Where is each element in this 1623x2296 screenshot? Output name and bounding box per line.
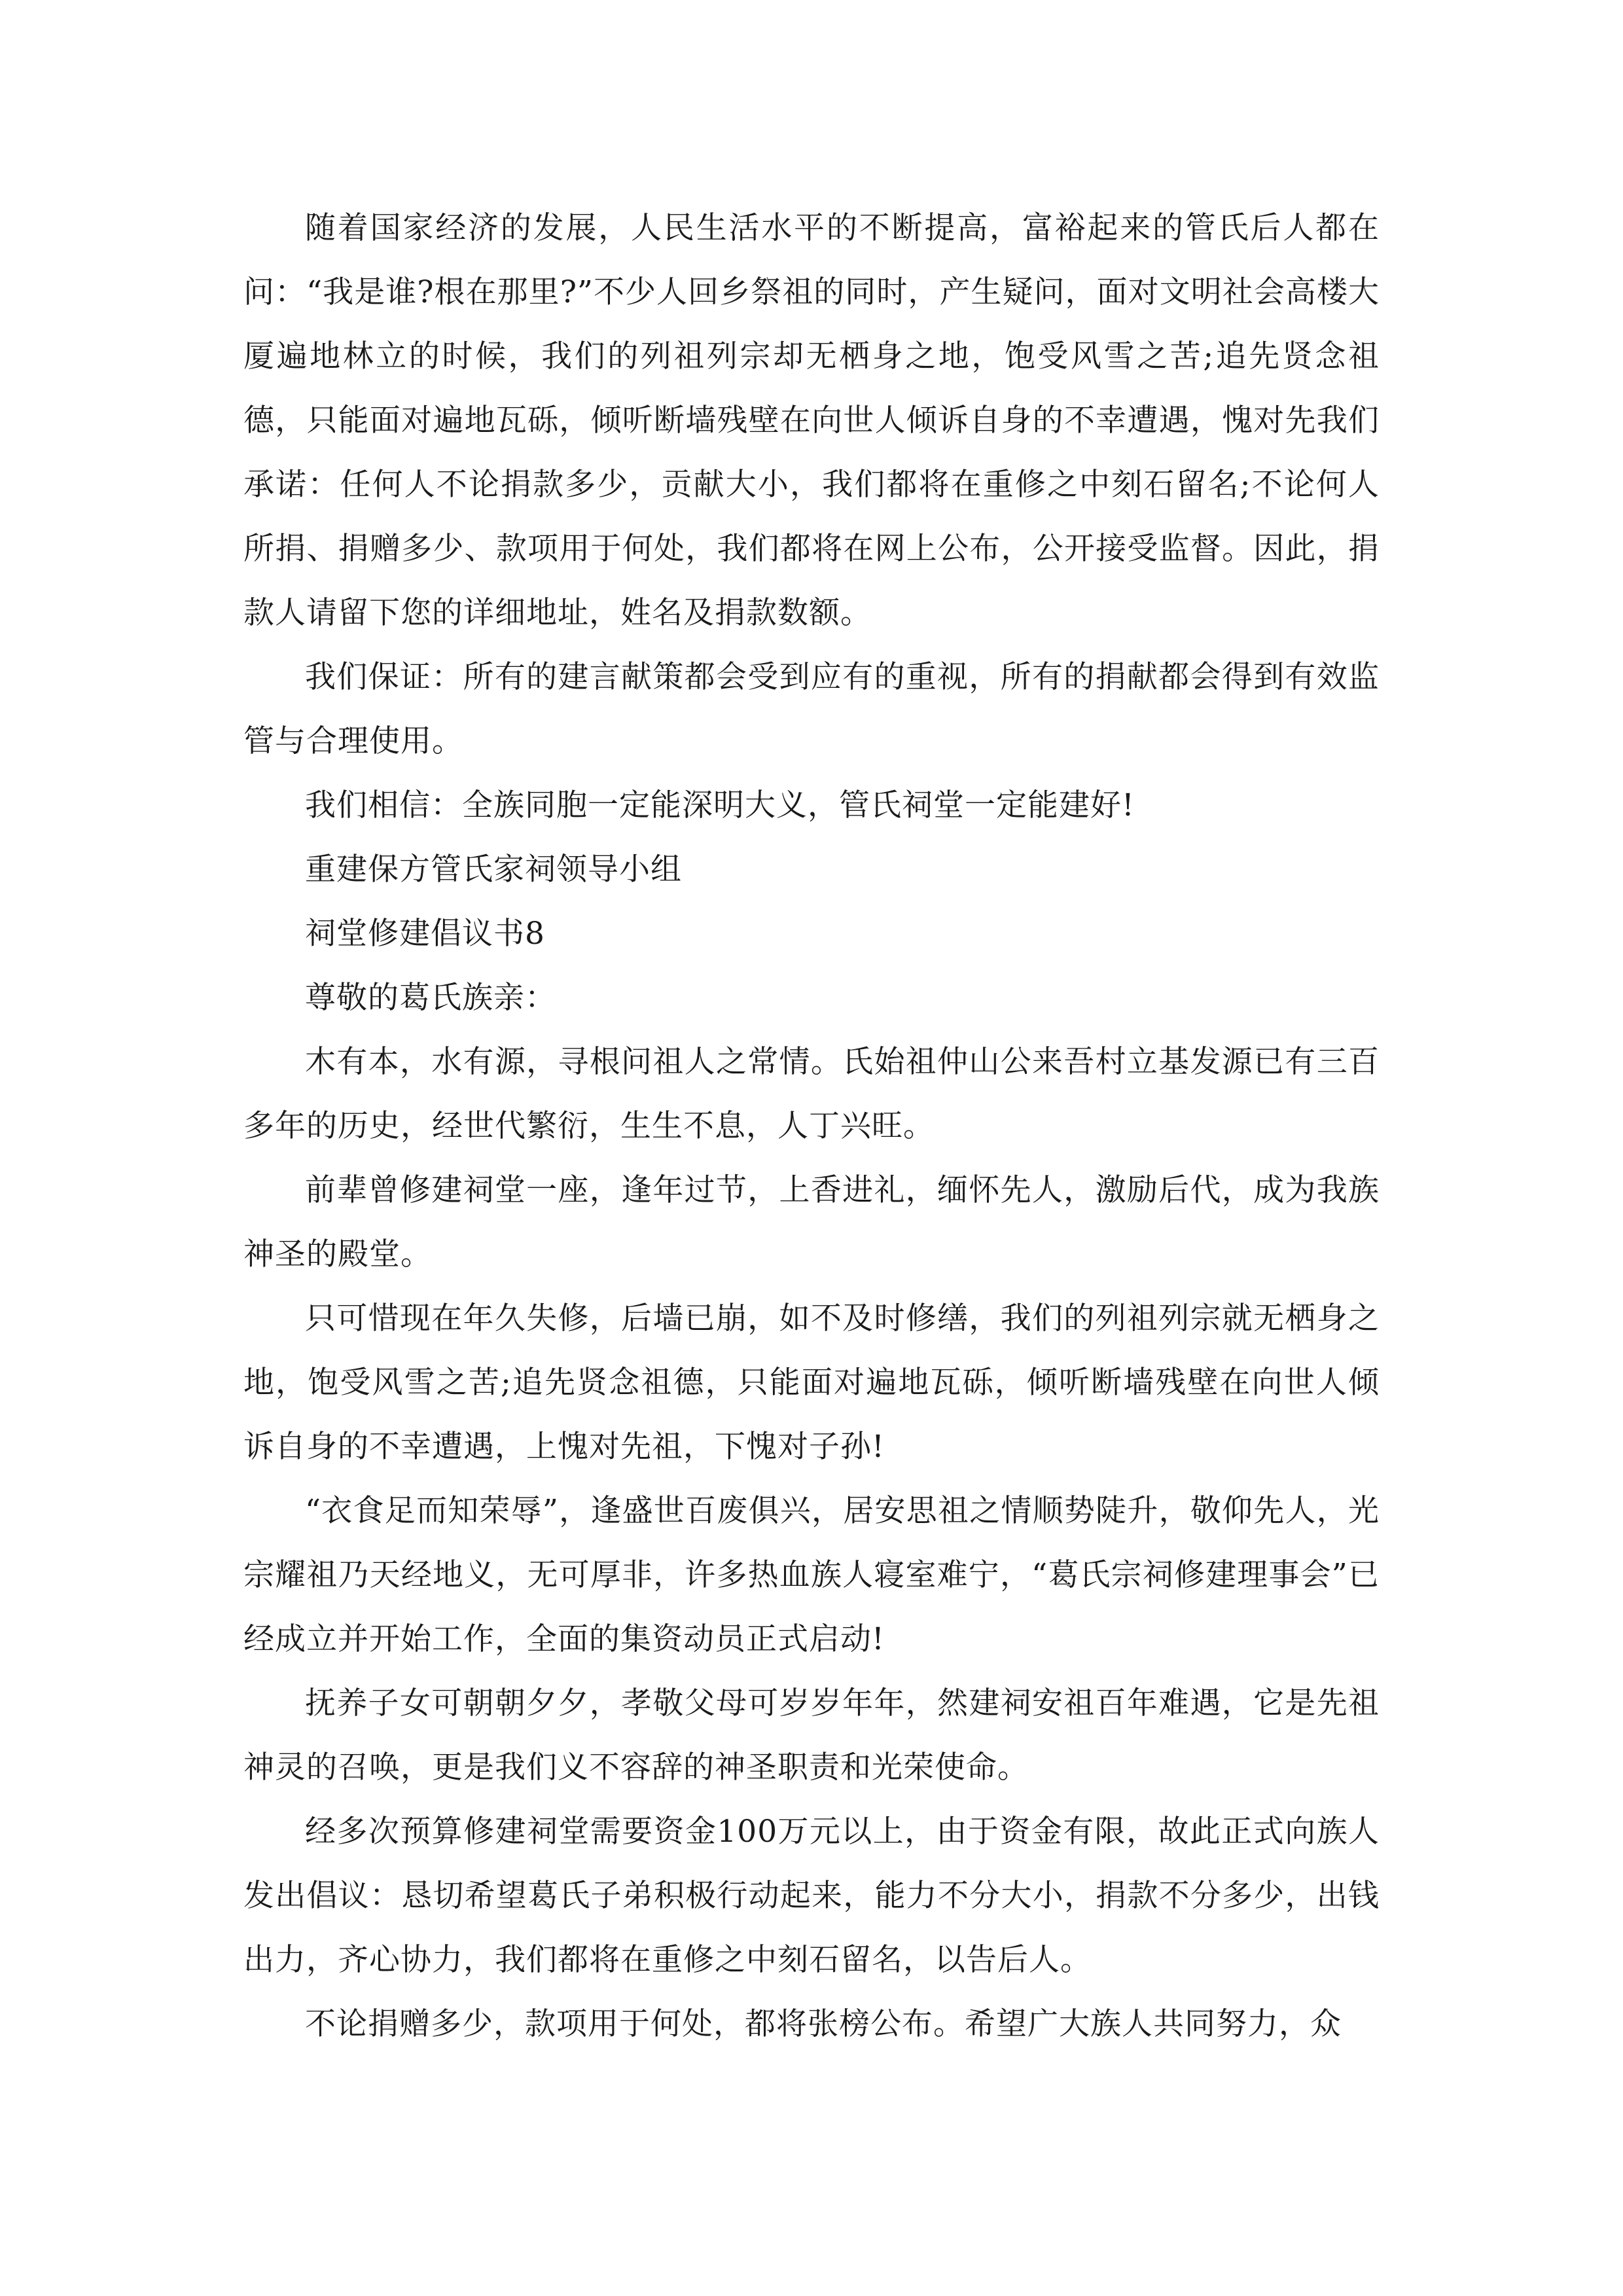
paragraph-funding-appeal: 经多次预算修建祠堂需要资金100万元以上，由于资金有限，故此正式向族人发出倡议：恳切希望葛氏子弟积极行动起来，能力不分大小，捐款不分多少，出钱出力，齐心协力，我们都将在重修之中刻石留名，以告后人。 — [243, 1814, 1380, 1978]
paragraph-public-notice: 不论捐赠多少，款项用于何处，都将张榜公布。希望广大族人共同努力，众 — [305, 2006, 1342, 2042]
signature-committee: 重建保方管氏家祠领导小组 — [305, 852, 682, 888]
paragraph-ancestral-question: 随着国家经济的发展，人民生活水平的不断提高，富裕起来的管氏后人都在问：“我是谁?根在那里?”不少人回乡祭祖的同时，产生疑问，面对文明社会高楼大厦遍地林立的时候，我们的列祖列宗却无栖身之地，饱受风雪之苦;追先贤念祖德，只能面对遍地瓦砾，倾听断墙残壁在向世人倾诉自身的不幸遭遇，愧对先我们承诺：任何人不论捐款多少，贡献大小，我们都将在重修之中刻石留名;不论何人所捐、捐赠多少、款项用于何处，我们都将在网上公布，公开接受监督。因此，捐款人请留下您的详细地址，姓名及捐款数额。 — [243, 210, 1380, 631]
paragraph-roots: 木有本，水有源，寻根问祖人之常情。氏始祖仲山公来吾村立基发源已有三百多年的历史，经世代繁衍，生生不息，人丁兴旺。 — [243, 1044, 1380, 1144]
salutation: 尊敬的葛氏族亲： — [305, 980, 556, 1016]
paragraph-belief: 我们相信：全族同胞一定能深明大义，管氏祠堂一定能建好! — [305, 787, 1135, 823]
paragraph-prosperity: “衣食足而知荣辱”，逢盛世百废俱兴，居安思祖之情顺势陡升，敬仰先人，光宗耀祖乃天经地义，无可厚非，许多热血族人寝室难宁，“葛氏宗祠修建理事会”已经成立并开始工作，全面的集资动员正式启动! — [243, 1493, 1380, 1657]
paragraph-disrepair: 只可惜现在年久失修，后墙已崩，如不及时修缮，我们的列祖列宗就无栖身之地，饱受风雪之苦;追先贤念祖德，只能面对遍地瓦砾，倾听断墙残壁在向世人倾诉自身的不幸遭遇，上愧对先祖，下愧对子孙! — [243, 1300, 1380, 1465]
document-body — [243, 196, 1380, 2056]
section-heading: 祠堂修建倡议书8 — [305, 916, 545, 952]
paragraph-guarantee: 我们保证：所有的建言献策都会受到应有的重视，所有的捐献都会得到有效监管与合理使用。 — [243, 659, 1380, 759]
paragraph-duty: 抚养子女可朝朝夕夕，孝敬父母可岁岁年年，然建祠安祖百年难遇，它是先祖神灵的召唤，更是我们义不容辞的神圣职责和光荣使命。 — [243, 1685, 1380, 1785]
paragraph-ancestors-hall: 前辈曾修建祠堂一座，逢年过节，上香进礼，缅怀先人，激励后代，成为我族神圣的殿堂。 — [243, 1172, 1380, 1272]
